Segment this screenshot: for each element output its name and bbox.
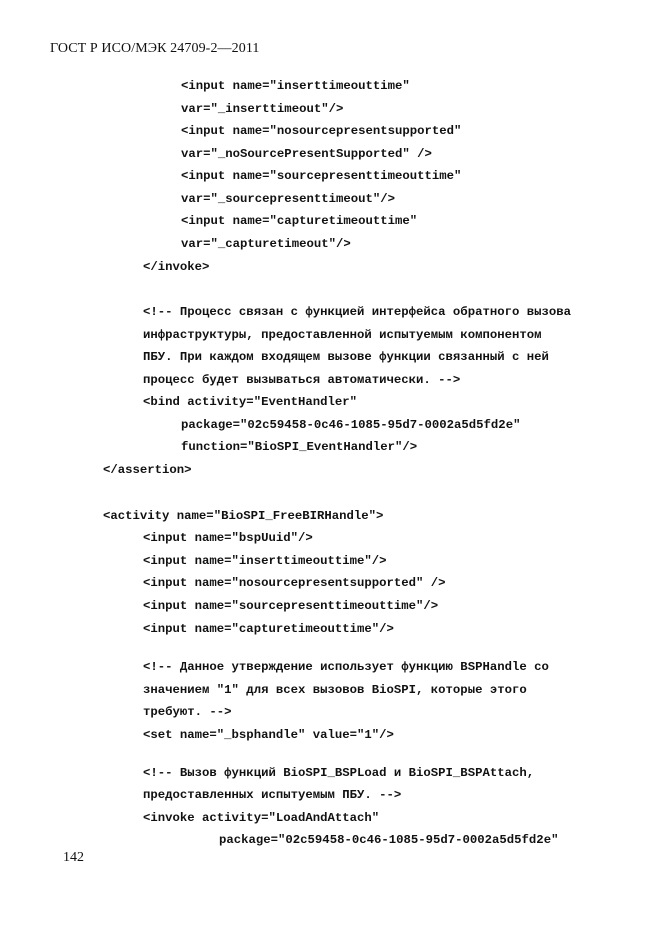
code-comment-line: инфраструктуры, предоставленной испытуемым компонентом: [143, 328, 542, 342]
code-comment-line: <!-- Данное утверждение использует функцию BSPHandle со: [143, 660, 549, 674]
code-comment-line: процесс будет вызываться автоматически. -->: [143, 373, 461, 387]
code-line: <input name="inserttimeouttime"/>: [143, 554, 387, 568]
page-number: 142: [63, 850, 84, 865]
code-line: var="_inserttimeout"/>: [181, 102, 344, 116]
code-line: <input name="capturetimeouttime": [181, 214, 418, 228]
code-comment-line: требуют. -->: [143, 705, 232, 719]
code-line: <input name="nosourcepresentsupported": [181, 124, 462, 138]
code-line: <input name="bspUuid"/>: [143, 531, 313, 545]
code-line: package="02c59458-0c46-1085-95d7-0002a5d5fd2e": [181, 418, 521, 432]
code-line: <set name="_bsphandle" value="1"/>: [143, 728, 394, 742]
code-line: function="BioSPI_EventHandler"/>: [181, 440, 418, 454]
running-header: ГОСТ Р ИСО/МЭК 24709-2—2011: [50, 41, 260, 56]
code-comment-line: <!-- Вызов функций BioSPI_BSPLoad и BioSPI_BSPAttach,: [143, 766, 535, 780]
code-line: </invoke>: [143, 260, 210, 274]
code-line: <input name="sourcepresenttimeouttime"/>: [143, 599, 439, 613]
code-line: <input name="inserttimeouttime": [181, 79, 410, 93]
code-line: <bind activity="EventHandler": [143, 395, 358, 409]
code-comment-line: предоставленных испытуемым ПБУ. -->: [143, 788, 402, 802]
code-line: </assertion>: [103, 463, 192, 477]
code-line: <input name="capturetimeouttime"/>: [143, 622, 394, 636]
code-line: <input name="nosourcepresentsupported" />: [143, 576, 446, 590]
code-line: var="_capturetimeout"/>: [181, 237, 351, 251]
code-line: var="_noSourcePresentSupported" />: [181, 147, 432, 161]
code-comment-line: <!-- Процесс связан с функцией интерфейса обратного вызова: [143, 305, 572, 319]
code-comment-line: значением "1" для всех вызовов BioSPI, которые этого: [143, 683, 527, 697]
code-line: <activity name="BioSPI_FreeBIRHandle">: [103, 509, 384, 523]
code-line: package="02c59458-0c46-1085-95d7-0002a5d5fd2e": [219, 833, 559, 847]
code-line: <input name="sourcepresenttimeouttime": [181, 169, 462, 183]
code-line: <invoke activity="LoadAndAttach": [143, 811, 380, 825]
code-line: var="_sourcepresenttimeout"/>: [181, 192, 396, 206]
code-comment-line: ПБУ. При каждом входящем вызове функции связанный с ней: [143, 350, 549, 364]
